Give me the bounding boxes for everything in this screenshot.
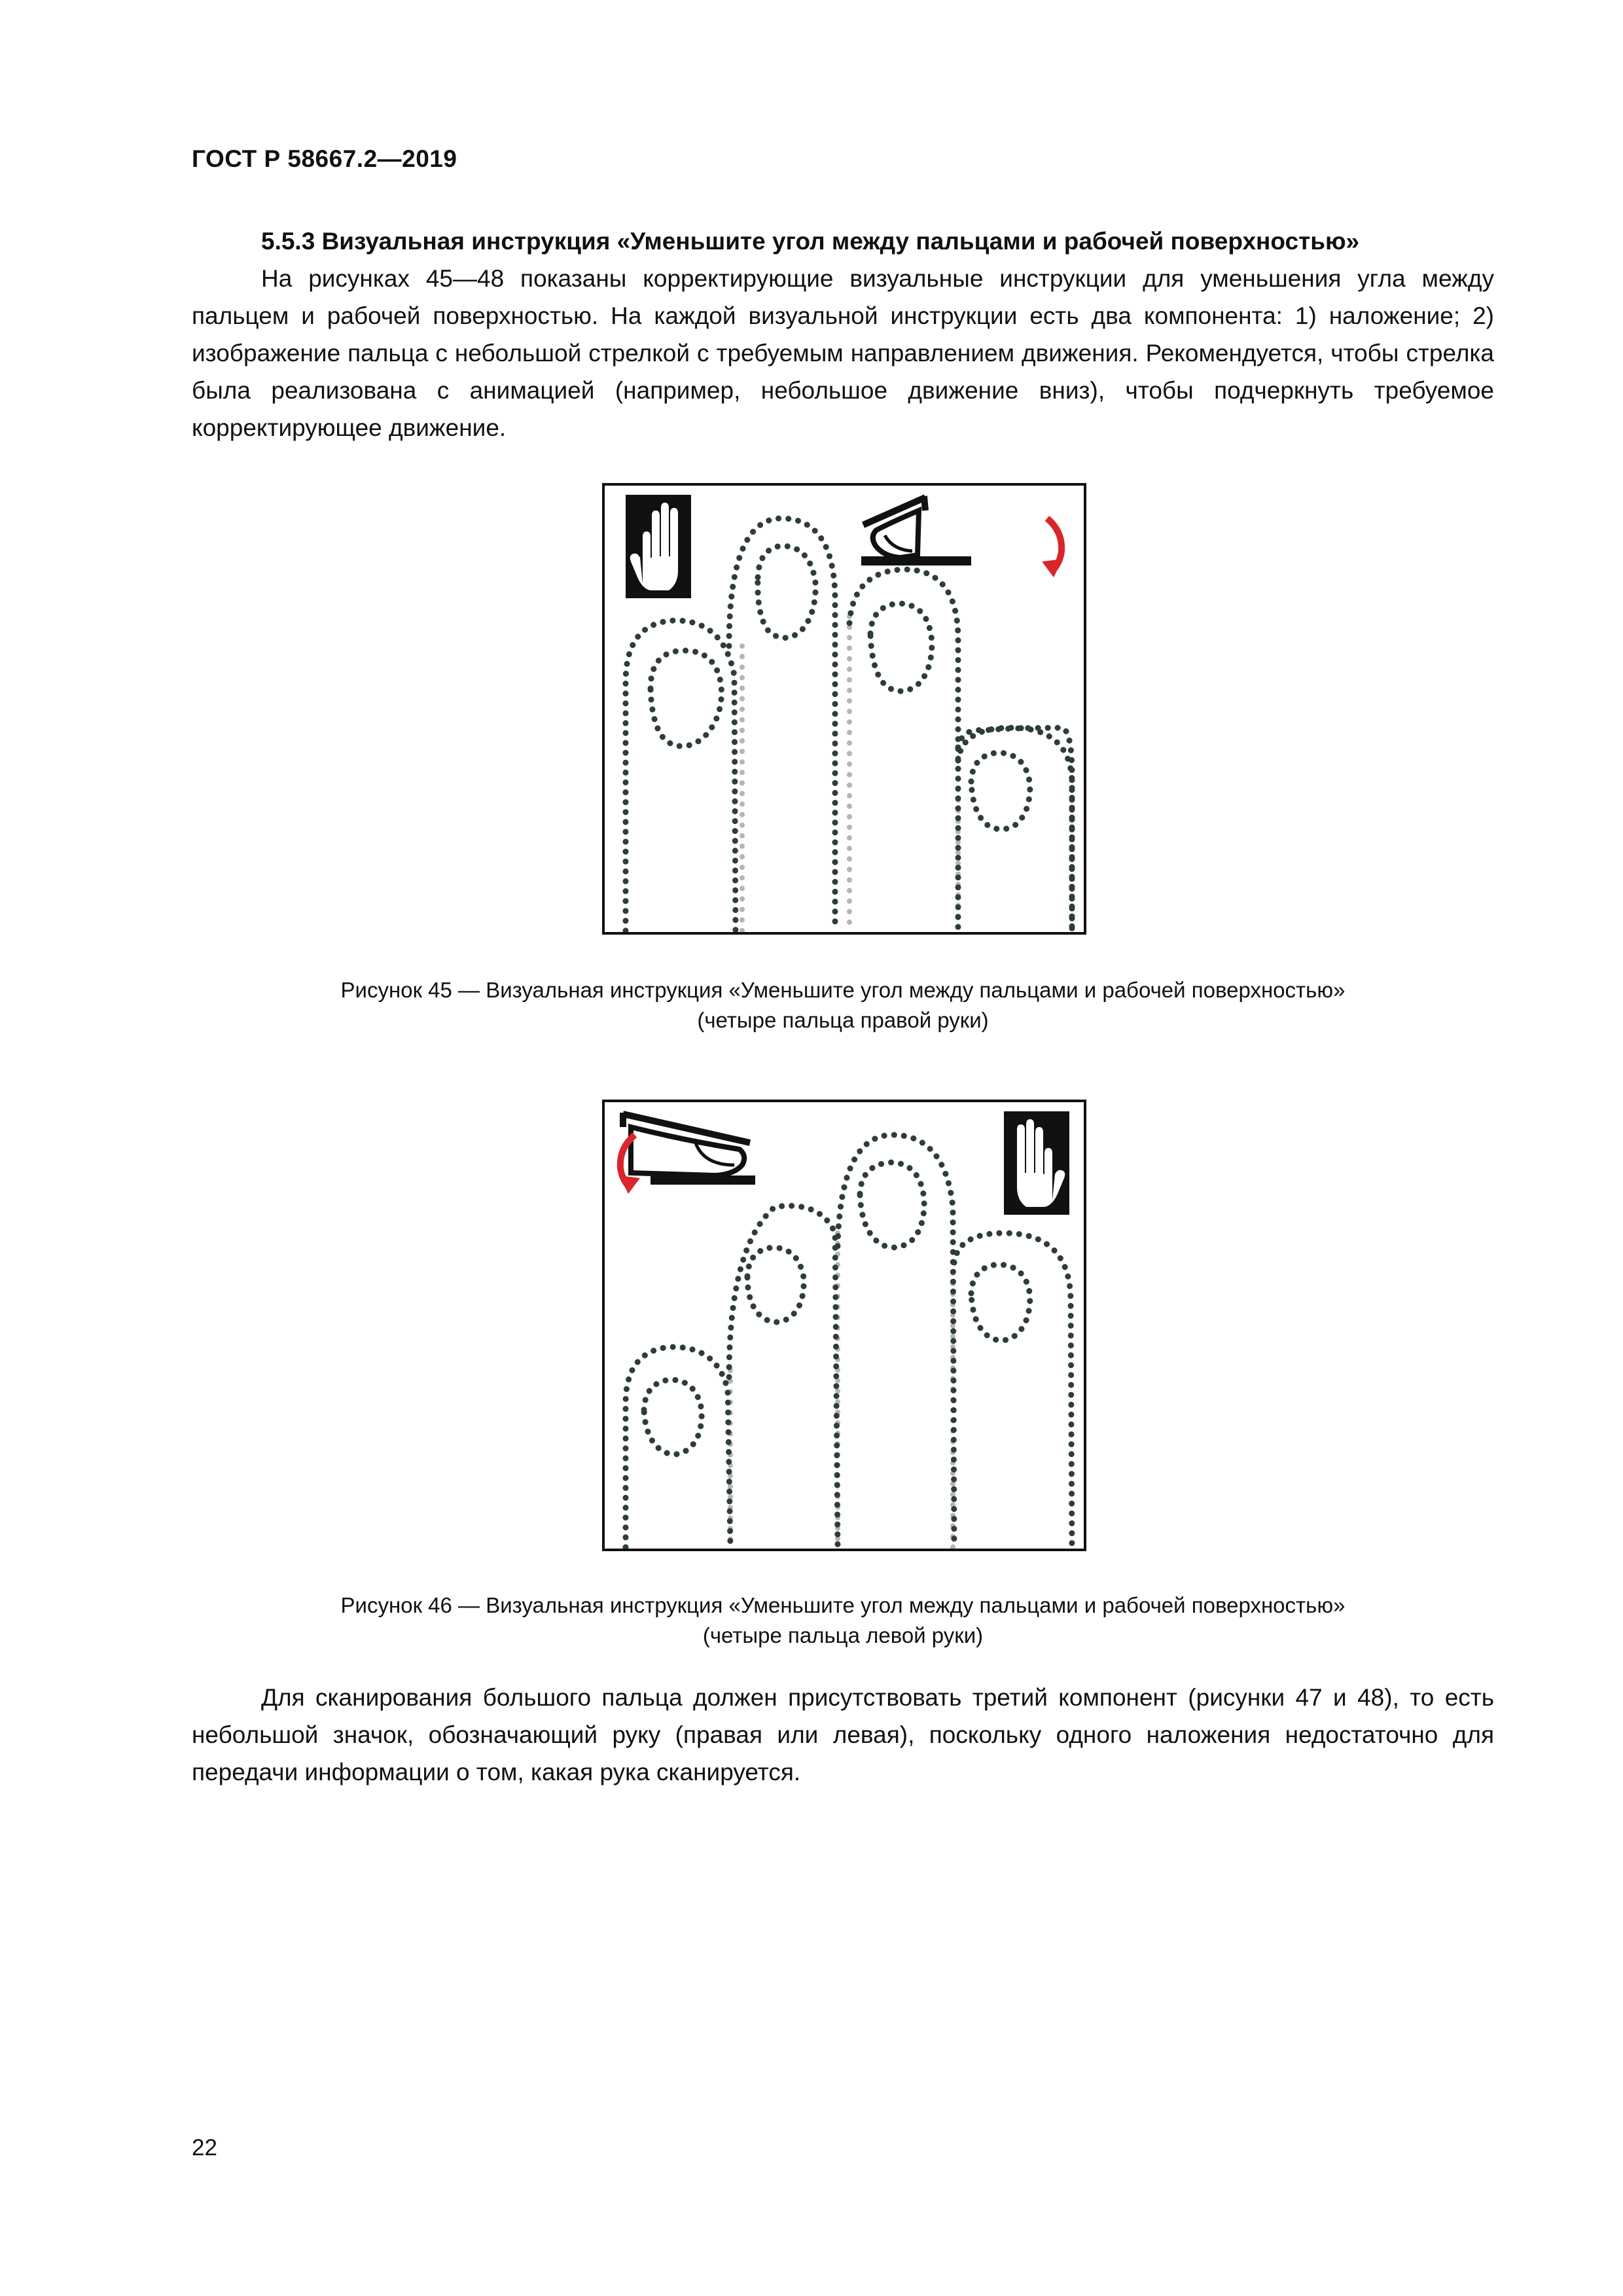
finger-angle-icon xyxy=(861,496,971,565)
caption-line: Рисунок 46 — Визуальная инструкция «Уменьшите угол между пальцами и рабочей поверхностью» xyxy=(340,1593,1346,1617)
guide-lines xyxy=(742,617,958,931)
guide-lines xyxy=(730,1233,953,1547)
hand-icon xyxy=(626,495,691,598)
standard-header: ГОСТ Р 58667.2—2019 xyxy=(192,145,457,172)
caption-subline: (четыре пальца левой руки) xyxy=(702,1623,984,1647)
figure-46-drawing xyxy=(605,1102,1084,1549)
figure-45-caption xyxy=(192,975,1494,1035)
figure-45 xyxy=(602,483,1086,935)
page-number: 22 xyxy=(192,2135,217,2161)
hand-icon xyxy=(1004,1111,1069,1215)
section-5-5-3 xyxy=(192,223,1494,446)
figure-46-caption xyxy=(192,1590,1494,1651)
caption-subline: (четыре пальца правой руки) xyxy=(697,1008,989,1032)
closing-section xyxy=(192,1679,1494,1791)
down-arrow-icon xyxy=(1042,518,1063,577)
intro-paragraph: На рисунках 45—48 показаны корректирующие визуальные инструкции для уменьшения угла между пальцем и рабочей поверхностью. На каждой визуальной инструкции есть два компонента: 1) наложение; 2) изображение пальца с небольшой стрелкой с требуемым направлением движения. Рекомендуется, чтобы стрелка была реализована с анимацией (например, небольшое движение вниз), чтобы подчеркнуть требуемое корректирующее движение. xyxy=(192,265,1494,441)
figure-45-drawing xyxy=(605,486,1084,932)
figure-46 xyxy=(602,1100,1086,1551)
caption-line: Рисунок 45 — Визуальная инструкция «Уменьшите угол между пальцами и рабочей поверхностью» xyxy=(340,978,1346,1002)
section-heading: 5.5.3 Визуальная инструкция «Уменьшите угол между пальцами и рабочей поверхностью» xyxy=(261,228,1360,255)
closing-paragraph: Для сканирования большого пальца должен присутствовать третий компонент (рисунки 47 и 48), то есть небольшой значок, обозначающий руку (правая или левая), поскольку одного наложения недостаточно для передачи информации о том, какая рука сканируется. xyxy=(192,1684,1494,1785)
finger-angle-icon xyxy=(623,1113,755,1185)
